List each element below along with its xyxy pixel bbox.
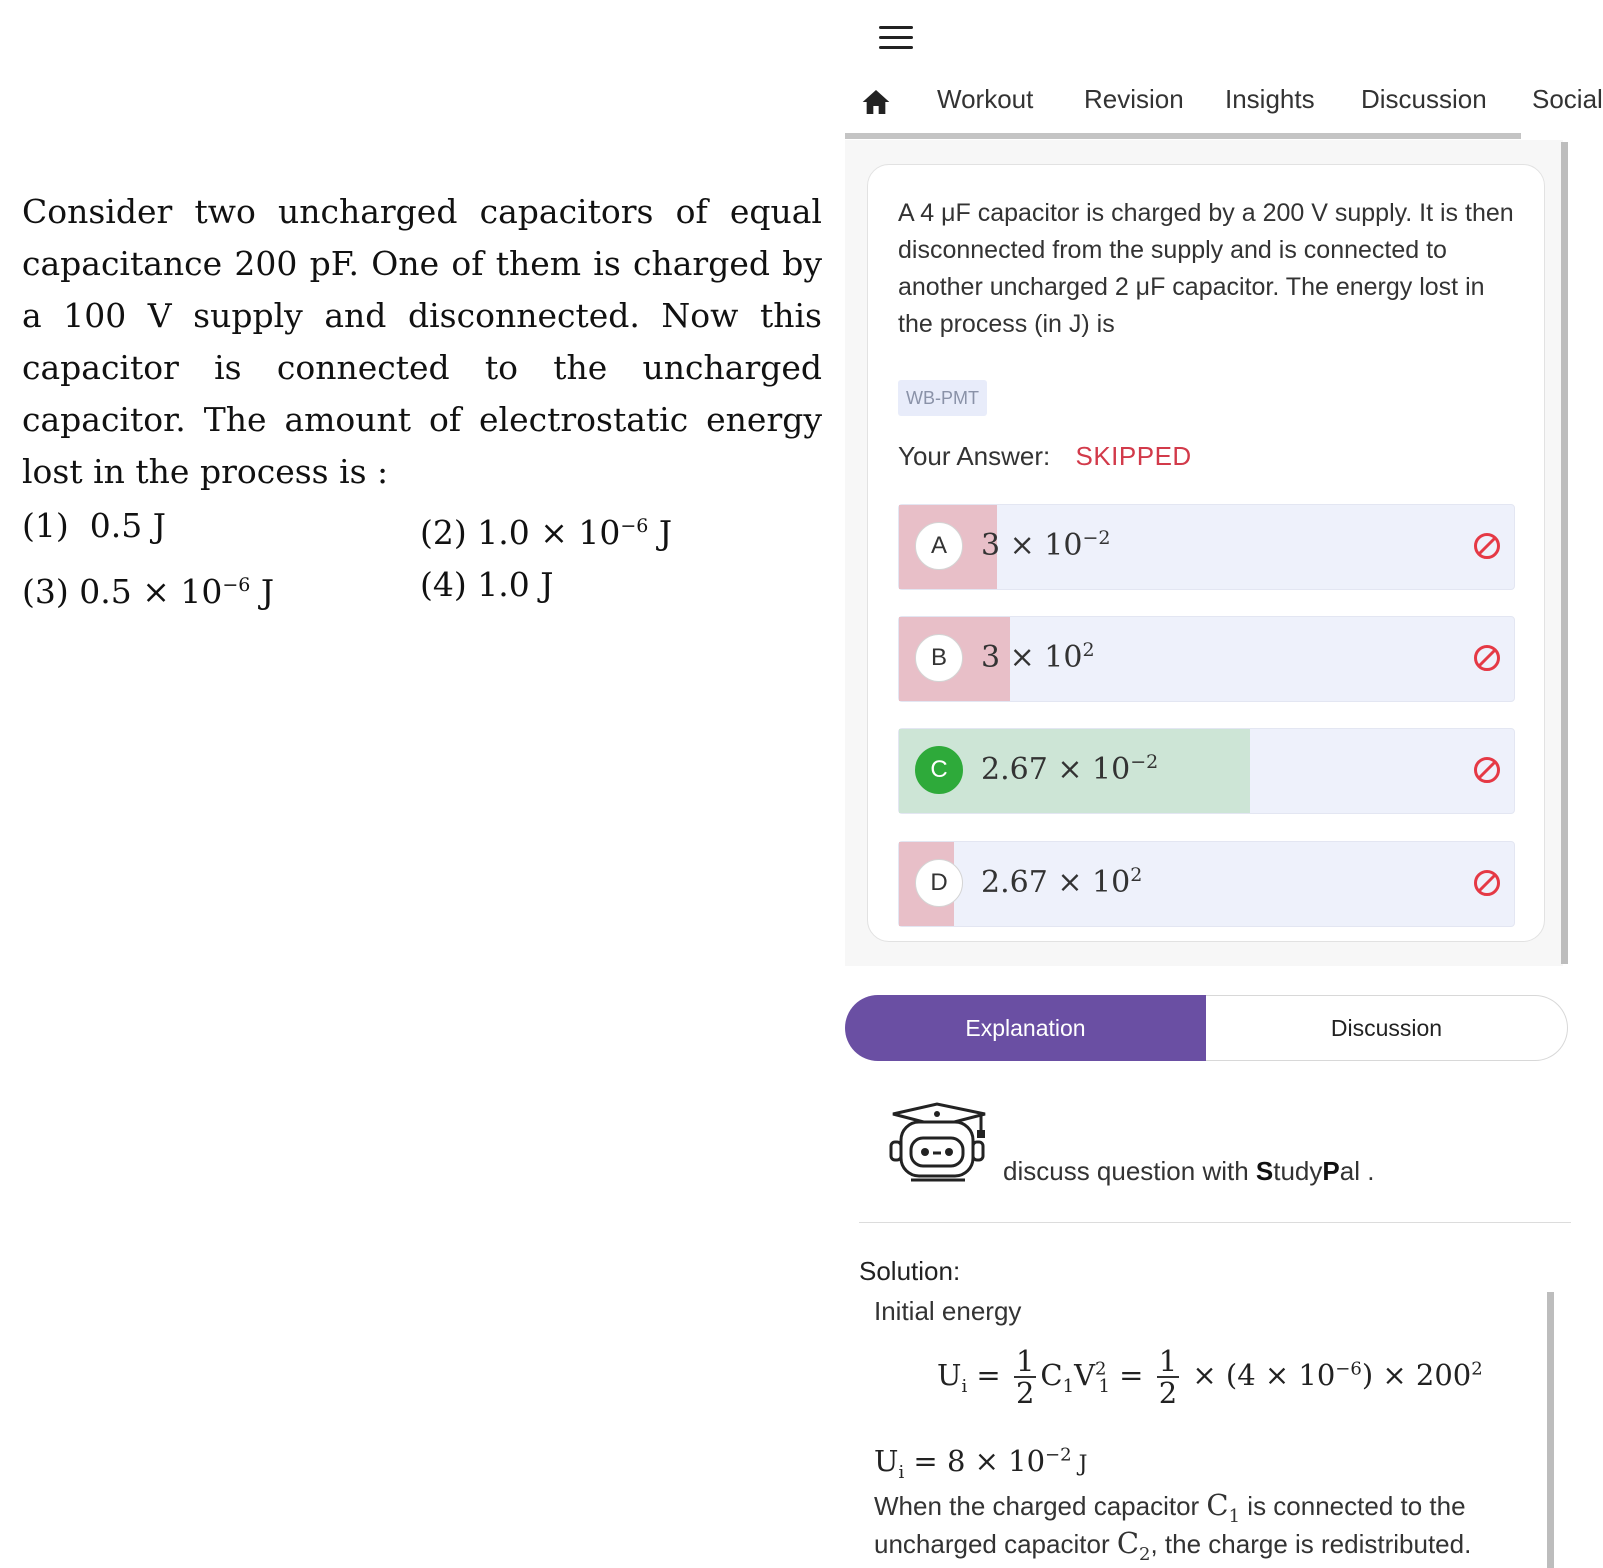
ban-icon [1472, 868, 1502, 898]
ban-icon [1472, 531, 1502, 561]
tab-discussion[interactable]: Discussion [1361, 84, 1487, 114]
your-answer-label: Your Answer: [898, 441, 1051, 471]
question-scrollbar[interactable] [1561, 142, 1568, 964]
exam-tag: WB-PMT [898, 380, 987, 416]
source-question-text: Consider two uncharged capacitors of equal capacitance 200 pF. One of them is charged by a 100 V supply and disconnected. Now this capacitor is connected to the uncharged capacitor. The amount of electrostatic energy lost in the process is : [22, 192, 822, 491]
question-text: A 4 μF capacitor is charged by a 200 V supply. It is then disconnected from the supply and is connected to another uncharged 2 μF capacitor. The energy lost in the process (in J) is [898, 199, 1514, 338]
discussion-tab[interactable]: Discussion [1206, 995, 1568, 1061]
ban-icon [1472, 643, 1502, 673]
solution-line-2: When the charged capacitor $C_1$ is connected to the [874, 1488, 1466, 1527]
source-question [22, 186, 822, 618]
option-d[interactable] [898, 841, 1515, 927]
studypal-link[interactable] [885, 1100, 1565, 1195]
home-icon[interactable] [860, 86, 892, 118]
solution-title: Solution: [859, 1256, 961, 1286]
source-option-1: (1) 0.5 J [22, 506, 166, 545]
source-option-4: (4) 1.0 J [420, 565, 554, 604]
option-c-letter: C [915, 746, 963, 794]
explanation-tab[interactable]: Explanation [845, 995, 1206, 1061]
solution-line-3: uncharged capacitor $C_2$, the charge is redistributed. [874, 1526, 1472, 1565]
studypal-text: discuss question with StudyPal . [1003, 1156, 1375, 1186]
source-option-2: (2) $1.0 \times 10^{-6}$ J [420, 513, 673, 552]
option-c[interactable] [898, 728, 1515, 814]
studypal-robot-icon [885, 1100, 991, 1186]
menu-icon[interactable] [879, 26, 913, 50]
source-options [22, 500, 822, 618]
ban-icon [1472, 755, 1502, 785]
initial-energy-result: $U_i = 8 \times 10^{-2}$ J [874, 1444, 1088, 1483]
source-option-3: (3) $0.5 \times 10^{-6}$ J [22, 572, 275, 611]
tab-workout[interactable]: Workout [937, 84, 1034, 114]
app-panel [845, 0, 1603, 1568]
top-nav [845, 72, 1603, 132]
initial-energy-equation: $U_i$ = $\frac{1}{2}$ $C_1V^2_1$ = $\frac{1}{2}$ × $(4 \times 10^{-6}) \times 200^2$ [937, 1344, 1483, 1410]
option-a-letter: A [915, 522, 963, 570]
your-answer-status: SKIPPED [1075, 441, 1192, 471]
nav-scrollbar[interactable] [845, 133, 1521, 139]
option-a[interactable] [898, 504, 1515, 590]
divider [859, 1222, 1571, 1223]
explanation-discussion-toggle [845, 995, 1569, 1061]
solution-scrollbar[interactable] [1547, 1292, 1554, 1568]
option-c-value: $2.67 \times 10^{-2}$ [981, 751, 1159, 787]
solution-intro: Initial energy [874, 1296, 1022, 1326]
option-d-value: $2.67 \times 10^2$ [981, 864, 1143, 900]
option-d-letter: D [915, 859, 963, 907]
option-a-value: $3 \times 10^{-2}$ [981, 527, 1111, 563]
option-b[interactable] [898, 616, 1515, 702]
tab-revision[interactable]: Revision [1084, 84, 1184, 114]
option-b-value: $3 \times 10^2$ [981, 639, 1095, 675]
option-b-letter: B [915, 634, 963, 682]
solution [859, 1256, 1559, 1565]
your-answer [898, 441, 1192, 472]
tab-insights[interactable]: Insights [1225, 84, 1315, 114]
tab-social[interactable]: Social [1532, 84, 1603, 114]
question-card [867, 164, 1545, 942]
